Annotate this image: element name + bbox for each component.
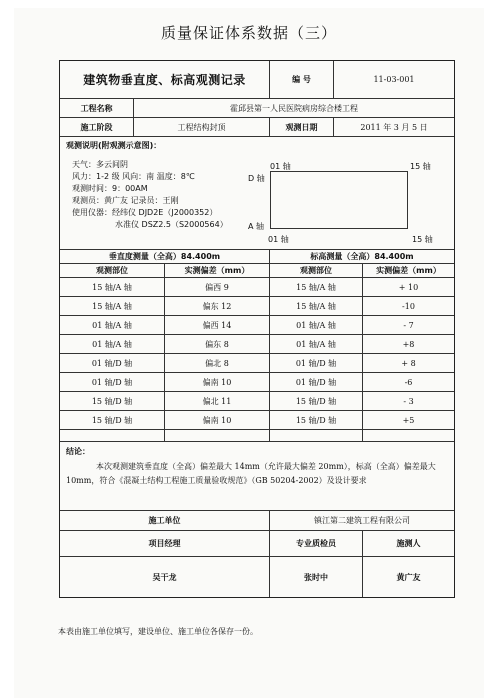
v-location: 01 轴/A 轴 [60,316,165,334]
v-deviation: 偏南 10 [165,411,270,429]
v-location: 15 轴/A 轴 [60,297,165,315]
signoff-roles-row [60,531,454,557]
e-deviation: + 8 [401,358,416,368]
sketch-top-left-axis: 01 轴 [270,162,291,171]
construction-unit-row [60,511,454,531]
e-location: 15 轴/A 轴 [270,278,363,296]
e-deviation: - 7 [403,320,414,330]
elevation-title: 标高测量（全高）84.400m [310,252,414,261]
col-deviation-e: 实测偏差（mm） [376,266,441,275]
v-deviation: 偏东 12 [165,297,270,315]
table-row [60,278,454,297]
record-form [59,60,455,598]
e-location: 01 轴/D 轴 [270,373,363,391]
v-location: 15 轴/D 轴 [60,392,165,410]
time-text: 观测时间：9：00AM [72,184,148,193]
observation-heading: 观测说明(附观测示意图)： [66,141,162,150]
sketch-a-axis: A 轴 [248,222,265,231]
table-row [60,373,454,392]
wind-text: 风力：1-2 级 风向：南 温度：8℃ [72,172,195,181]
form-header [60,61,454,99]
footer-note: 本表由施工单位填写，建设单位、施工单位各保存一份。 [58,627,258,636]
v-deviation: 偏北 11 [165,392,270,410]
empty-cell [165,430,270,441]
surveyor-name: 黄广友 [396,572,421,582]
inspector-name: 张时中 [270,557,363,597]
surveyor-label: 施测人 [396,539,421,548]
unit-value: 镇江第二建筑工程有限公司 [314,516,410,525]
e-deviation: +8 [402,339,415,349]
table-row [60,354,454,373]
conclusion-label: 结论： [66,447,90,456]
e-location: 15 轴/D 轴 [270,411,363,429]
date-value: 2011 年 3 月 5 日 [360,122,428,132]
empty-cell [60,430,165,441]
e-deviation: -6 [404,377,413,387]
col-location-e: 观测部位 [270,264,363,277]
e-location: 15 轴/D 轴 [270,392,363,410]
manager-label: 项目经理 [60,531,270,556]
stage-value: 工程结构封顶 [134,118,270,136]
table-row [60,316,454,335]
e-deviation: + 10 [398,282,419,292]
conclusion-text: 本次观测建筑垂直度（全高）偏差最大 14mm（允许最大偏差 20mm），标高（全高）偏差最大 10mm，符合《混凝土结构工程施工质量验收规范》（GB 50204-2002）及设计要求 [66,462,436,485]
signoff-names-row [60,557,454,597]
e-deviation: -10 [402,301,415,311]
building-sketch [270,171,408,229]
stage-date-row [60,118,454,137]
e-deviation: +5 [402,415,415,425]
v-deviation: 偏西 14 [165,316,270,334]
v-location: 01 轴/A 轴 [60,335,165,353]
sketch-d-axis: D 轴 [248,174,265,183]
v-deviation: 偏东 8 [165,335,270,353]
vertical-title: 垂直度测量（全高）84.400m [60,250,270,263]
v-location: 15 轴/A 轴 [60,278,165,296]
sketch-bottom-left-axis: 01 轴 [268,235,289,244]
observer-text: 观测员：黄广友 记录员：王刚 [72,196,179,205]
empty-cell [270,430,363,441]
page-title: 质量保证体系数据（三） [160,24,337,42]
v-deviation: 偏西 9 [165,278,270,296]
v-deviation: 偏南 10 [165,373,270,391]
e-deviation: - 3 [403,396,414,406]
project-name-label: 工程名称 [60,99,134,117]
table-row [60,411,454,430]
project-name-value: 霍邱县第一人民医院病房综合楼工程 [230,103,358,113]
spacer-row [60,430,454,442]
weather-text: 天气：多云间阴 [72,160,128,169]
conclusion-block [60,442,454,511]
v-location: 15 轴/D 轴 [60,411,165,429]
instrument-2-text: 水准仪 DSZ2.5（S2000564） [115,220,228,229]
document-page [14,8,484,698]
e-location: 01 轴/A 轴 [270,316,363,334]
form-title: 建筑物垂直度、标高观测记录 [60,61,270,98]
measurement-columns [60,264,454,278]
sketch-bottom-right-axis: 15 轴 [412,235,433,244]
number-value: 11-03-001 [373,75,415,84]
e-location: 01 轴/A 轴 [270,335,363,353]
table-row [60,335,454,354]
v-location: 01 轴/D 轴 [60,373,165,391]
inspector-label: 专业质检员 [270,531,363,556]
v-deviation: 偏北 8 [165,354,270,372]
empty-cell [363,430,454,441]
measurement-titles [60,250,454,264]
number-label: 编 号 [270,61,334,98]
table-row [60,392,454,411]
col-deviation-v: 实测偏差（mm） [165,264,270,277]
observation-block [60,137,454,250]
date-label: 观测日期 [270,118,334,136]
manager-name: 吴干龙 [60,557,270,597]
project-name-row [60,99,454,118]
sketch-top-right-axis: 15 轴 [410,162,431,171]
e-location: 01 轴/D 轴 [270,354,363,372]
instrument-1-text: 使用仪器：经纬仪 DJD2E（J2000352） [72,208,218,217]
table-row [60,297,454,316]
stage-label: 施工阶段 [60,118,134,136]
e-location: 15 轴/A 轴 [270,297,363,315]
unit-label: 施工单位 [60,511,270,530]
v-location: 01 轴/D 轴 [60,354,165,372]
col-location-v: 观测部位 [60,264,165,277]
